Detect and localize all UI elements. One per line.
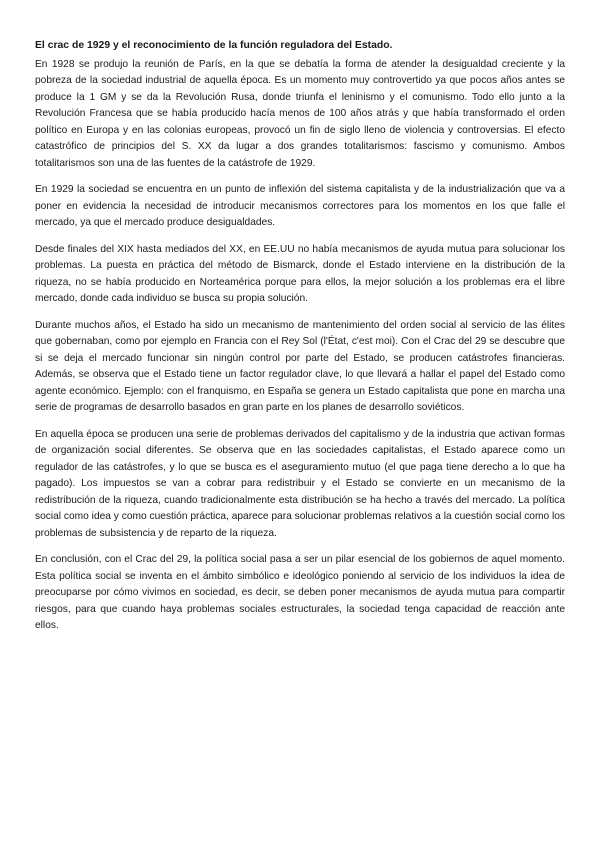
document-title: El crac de 1929 y el reconocimiento de la función reguladora del Estado. [35, 40, 393, 51]
paragraph-1: En 1928 se produjo la reunión de París, en la que se debatía la forma de atender la desigualdad creciente y la pobreza de la sociedad industrial de aquella época. Es un momento muy controvertido ya que pocos años antes se produce la 1 GM y se da la Revolución Rusa, donde triunfa el leninismo y el comunismo. Todo ello junto a la Revolución Francesa que se había producido hacía menos de 100 años atrás y que había transformado el orden político en Europa y en las colonias europeas, provocó un fin de siglo lleno de violencia y controversias. El efecto catastrófico de principios del S. XX da lugar a dos grandes totalitarismos: fascismo y comunismo. Ambos totalitarismos son una de las fuentes de la catástrofe de 1929. [35, 58, 565, 169]
paragraph-4: Durante muchos años, el Estado ha sido un mecanismo de mantenimiento del orden social al servicio de las élites que gobernaban, como por ejemplo en Francia con el Rey Sol (l'État, c'est moi). Con el Crac del 29 se descubre que si se deja el mercado funcionar sin ningún control por parte del Estado, se producen catástrofes financieras. Además, se observa que el Estado tiene un factor regulador clave, lo que llevará a hallar el papel del Estado como agente económico. Ejemplo: con el franquismo, en España se genera un Estado capitalista que pone en marcha una serie de programas de desarrollo basados en gran parte en los planes de desarrollo soviéticos. [35, 319, 565, 413]
document-body [35, 38, 565, 635]
paragraph-6: En conclusión, con el Crac del 29, la política social pasa a ser un pilar esencial de los gobiernos de aquel momento. Esta política social se inventa en el ámbito simbólico e ideológico poniendo al servicio de los individuos la idea de preocuparse por cómo vivimos en sociedad, es decir, se deben poner mecanismos de ayuda mutua para compartir riesgos, para que cuando haya problemas sociales estructurales, la sociedad tenga capacidad de reacción ante ellos. [35, 554, 565, 631]
paragraph-2: En 1929 la sociedad se encuentra en un punto de inflexión del sistema capitalista y de la industrialización que va a poner en evidencia la necesidad de introducir mecanismos correctores para los momentos en los que falle el mercado, ya que el mercado produce desigualdades. [35, 184, 565, 228]
paragraph-5: En aquella época se producen una serie de problemas derivados del capitalismo y de la industria que activan formas de organización social diferentes. Se observa que en las sociedades capitalistas, el Estado aparece como un regulador de las catástrofes, y lo que se busca es el aseguramiento mutuo (el que paga tiene derecho a lo que ha pagado). Los impuestos se van a cobrar para redistribuir y el Estado se convierte en un mecanismo de la redistribución de la riqueza, cuando tradicionalmente esta distribución se ha hecho a través del mercado. La política social como idea y como cuestión práctica, aparece para solucionar problemas relativos a la cuestión social como los problemas de subsistencia y de reparto de la riqueza. [35, 428, 565, 539]
paragraph-3: Desde finales del XIX hasta mediados del XX, en EE.UU no había mecanismos de ayuda mutua para solucionar los problemas. La puesta en práctica del método de Bismarck, donde el Estado interviene en la distribución de la riqueza, no se había producido en Norteamérica porque para ellos, la mejor solución a los problemas era el libre mercado, donde cada individuo se busca su propia solución. [35, 243, 565, 304]
